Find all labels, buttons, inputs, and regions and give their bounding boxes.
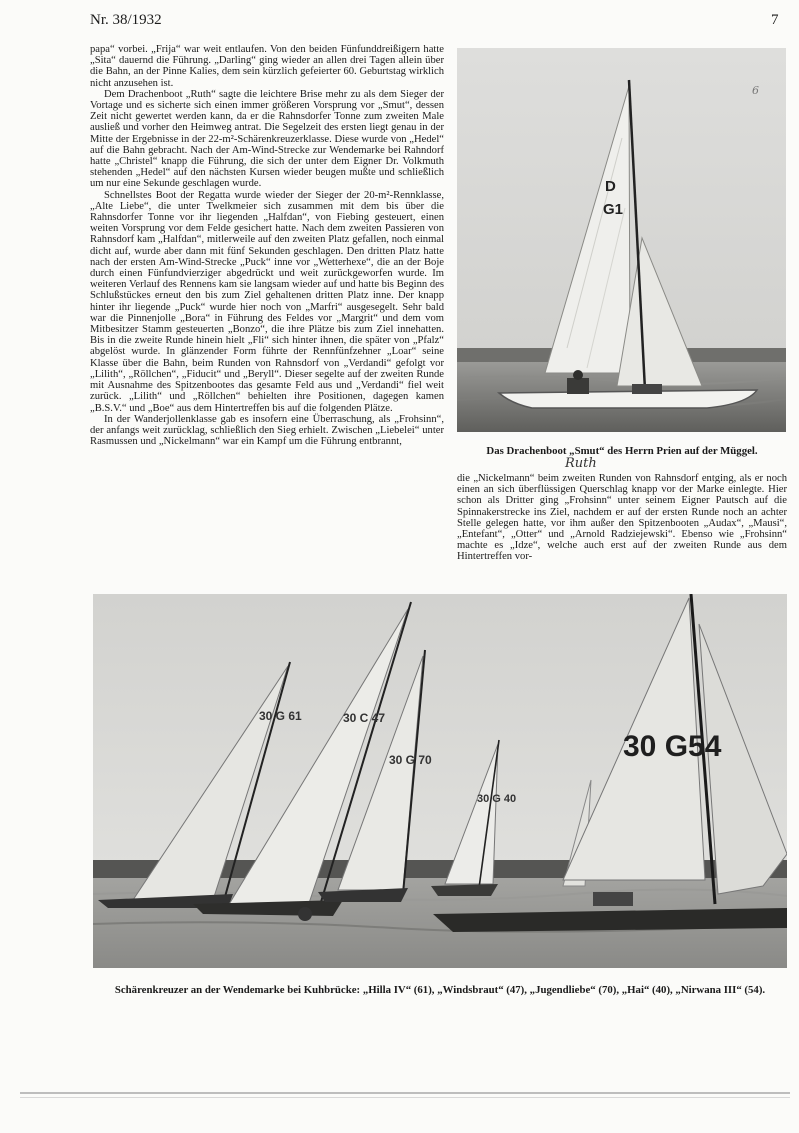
sail-number-g61: 30 G 61: [259, 709, 302, 723]
paragraph: die „Nickelmann“ beim zweiten Runden von Rahnsdorf entging, als er noch einen an sich überflüssigen Querschlag knapp vor der Marke einlegte. Hier schon als Dritter ging „Frohsinn“ unter seinem Eigner Pautsch auf die Spinnakerstrecke ins Ziel, nachdem er auf der ersten Runde noch an achter Stelle gelegen hatte, vor ihm außer den Spitzenbooten „Audax“, „Mausi“, „Entefant“, „Otter“ und „Arnold Radziejewski“. Ebenso wie „Frohsinn“ machte es „Idze“, welche auch erst auf der zweiten Runde aus dem Hintertreffen vor-: [457, 473, 787, 563]
skerry-cruisers-photo: [93, 594, 787, 968]
page-number: 7: [771, 12, 779, 28]
sail-number-c47: 30 C 47: [343, 711, 386, 725]
figure-caption-bottom: Schärenkreuzer an der Wendemarke bei Kuhbrücke: „Hilla IV“ (61), „Windsbraut“ (47), „Jugendliebe“ (70), „Hai“ (40), „Nirwana III“ (54).: [114, 984, 766, 996]
paragraph: papa“ vorbei. „Frija“ war weit entlaufen. Von den beiden Fünfunddreißigern hatte „Sita“ dauernd die Führung. „Darling“ ging wieder an allen drei Tagen allein über die Bahn, an der Pinne Kalies, dem sein kürzlich gefeierter 60. Geburtstag wirklich nicht anzusehen ist.: [90, 44, 444, 89]
sail-number-g1: G1: [603, 201, 624, 218]
margin-mark: 6: [752, 84, 759, 97]
paragraph: Schnellstes Boot der Regatta wurde wieder der Sieger der 20-m²-Rennklasse, „Alte Liebe“, die unter Twelkmeier sich zusammen mit dem bis über die Rahnsdorfer Tonne vor ihr liegenden „Halfdan“, von Fiebing gesteuert, einen weiten Vorsprung vor dem Felde gesichert hatte. Nach dem zweiten Passieren von Rahnsdorf kam „Halfdan“, mitlerweile auf den zweiten Platz gefallen, noch einmal dicht auf, wurde aber dann mit fünf Sekunden geschlagen. Den dritten Platz hatte nach der ersten Am-Wind-Strecke „Puck“ inne vor „Wetterhexe“, die an der Boje durch einen Fünfundvierziger abgedrückt und weit zurückgeworfen wurde. Im weiteren Verlauf des Rennens kam sie langsam wieder auf und hatte bis Beginn des Schlußstückes erneut den bis zum Ziel gehaltenen dritten Platz inne. Der knapp hinter ihr liegende „Puck“ wurde hier noch von „Marfri“ ausgesegelt. Sehr bald war die Pinnenjolle „Bora“ in Führung des Feldes vor „Margrit“ und dem vom Mitbesitzer Stamm gesteuerten „Bonzo“, die ihre Plätze bis zum Ziel innehatten. Bis in die zweite Runde hinein hielt „Fli“ sich hinter ihnen, die später von „Pfalz“ abgelöst wurde. In glänzender Form führte der Rennfünfzehner „Loar“ seine Klasse über die Bahn, beim Runden von Rahnsdorf von „Verdandi“ gefolgt vor „Lilith“, „Röllchen“, „Fiducit“ und „Beryll“. Dieser segelte auf der zweiten Runde mit Ausnahme des Spitzenbootes das gesamte Feld aus und „Verdandi“ fiel weit zurück. „Lilith“ und „Röllchen“ behielten ihre Positionen, dagegen kamen „B.S.V.“ und „Boe“ aus dem Hintertreffen bis auf die folgenden Plätze.: [90, 189, 444, 414]
skerry-cruisers-illustration: [93, 594, 787, 968]
page-edge-line: [20, 1092, 790, 1094]
dragon-boat-photo: [457, 48, 786, 432]
page-edge-line: [20, 1097, 790, 1098]
sail-number-g70: 30 G 70: [389, 753, 432, 767]
dragon-boat-illustration: [457, 48, 786, 432]
sail-letter-d: D: [605, 178, 616, 195]
article-left-column: [90, 44, 444, 584]
sail-number-g54: 30 G54: [623, 730, 722, 763]
sail-number-g40: 30 G 40: [477, 793, 517, 805]
handwritten-annotation: Ruth: [565, 456, 597, 471]
article-right-column: [457, 473, 787, 583]
page-header-issue: Nr. 38/1932: [90, 12, 162, 28]
paragraph: Dem Drachenboot „Ruth“ sagte die leichtere Brise mehr zu als dem Sieger der Vortage und es sicherte sich einen immer größeren Vorsprung vor „Smut“, dessen Zeit nicht gewertet werden kann, da er die Rahnsdorfer Tonne zum zweiten Male ausließ und vorher den Heimweg antrat. Die Segelzeit des ersten liegt genau in der Mitte der Ergebnisse in der 22-m²-Schärenkreuzerklasse. Diese wurde von „Hedel“ auf die Bahn gebracht. Nach der Am-Wind-Strecke zur Wendemarke bei Rahndorf hatte „Christel“ knapp die Führung, die sich der unter dem Eigner Dr. Volkmuth stehenden „Hedel“ auf den nächsten Kursen wieder beugen mußte und schließlich um nur eine Sekunde geschlagen wurde.: [90, 88, 444, 190]
paragraph: In der Wanderjollenklasse gab es insofern eine Überraschung, als „Frohsinn“, der anfangs weit zurücklag, schließlich den Sieg erhielt. Zwischen „Liebelei“ unter Rasmussen und „Nickelmann“ war ein Kampf um die Führung entbrannt,: [90, 413, 444, 448]
figure-caption-top: Das Drachenboot „Smut“ des Herrn Prien auf der Müggel.: [486, 445, 758, 457]
